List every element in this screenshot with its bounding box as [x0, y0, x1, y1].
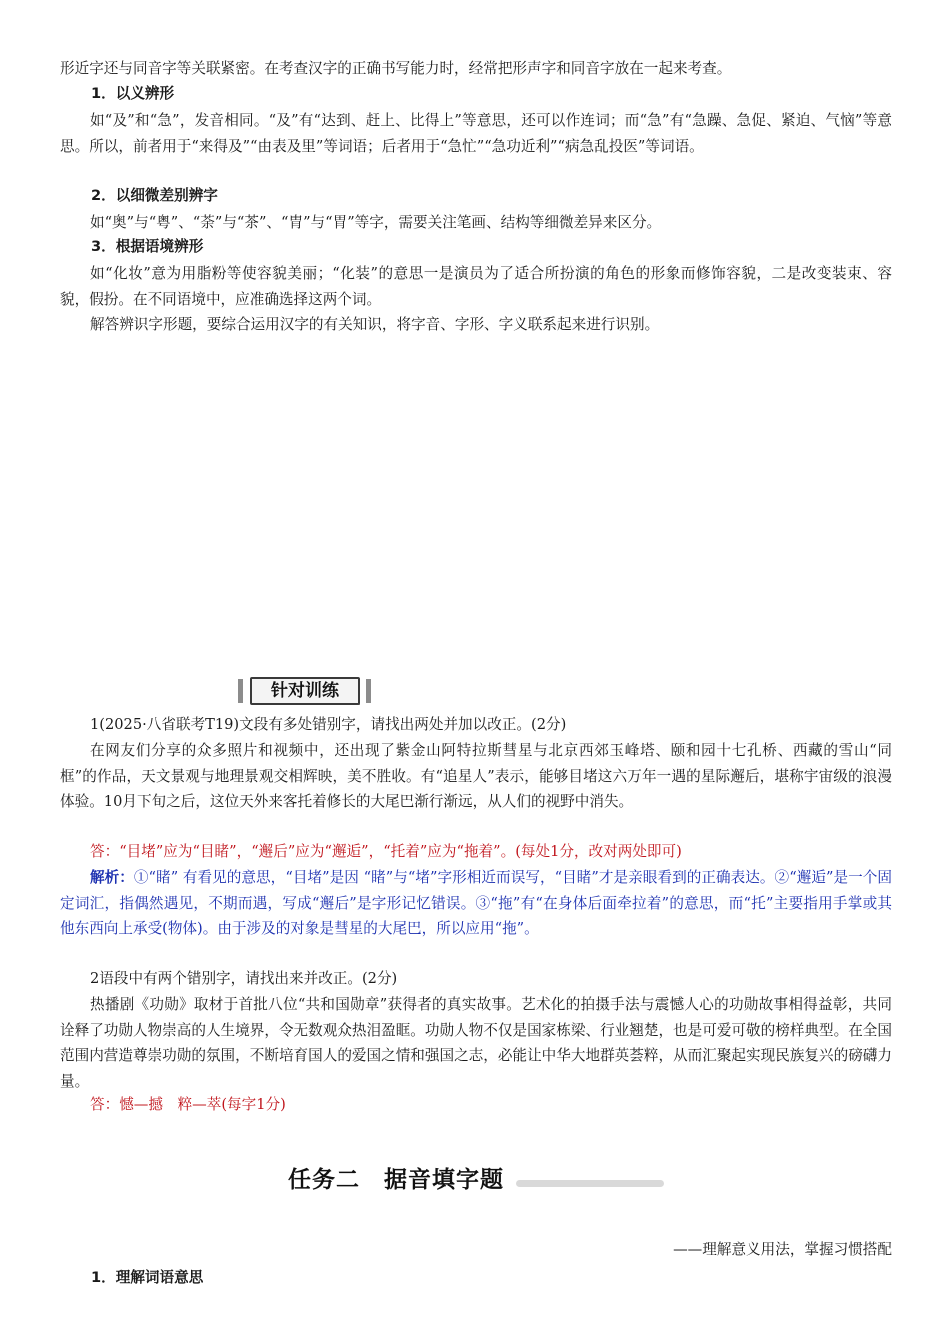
question-2-stem: 2语段中有两个错别字，请找出来并改正。(2分) — [90, 970, 398, 987]
section-meaning-text: 如“及”和“急”，发音相同。“及”有“达到、赶上、比得上”等意思，还可以作连词；而“急”有“急躁、急促、紧迫、气恼”等意思。所以，前者用于“来得及”“由表及里”等词语；后者用于“急忙”“急功近利”“病急乱投医”等词语。 — [60, 112, 892, 155]
practice-badge-label: 针对训练 — [250, 677, 360, 705]
question-1-answer: 答：“目堵”应为“目睹”，“邂后”应为“邂逅”，“托着”应为“拖着”。(每处1分，改对两处即可) — [90, 843, 682, 860]
task-title-underline — [516, 1180, 664, 1187]
heading-subtle-difference: 2．以细微差别辨字 — [91, 187, 218, 204]
question-1-analysis — [60, 865, 892, 942]
heading-understand-words: 1．理解词语意思 — [91, 1269, 204, 1286]
task-2-motto: ——理解意义用法，掌握习惯搭配 — [673, 1241, 892, 1258]
heading-meaning: 1．以义辨形 — [91, 85, 175, 102]
analysis-label: 解析： — [90, 869, 134, 886]
intro-line: 形近字还与同音字等关联紧密。在考查汉字的正确书写能力时，经常把形声字和同音字放在一起来考查。 — [60, 60, 732, 77]
question-1-passage: 在网友们分享的众多照片和视频中，还出现了紫金山阿特拉斯彗星与北京西郊玉峰塔、颐和园十七孔桥、西藏的雪山“同框”的作品，天文景观与地理景观交相辉映，美不胜收。有“追星人”表示，能够目堵这六万年一遇的星际邂后，堪称宇宙级的浪漫体验。10月下旬之后，这位天外来客托着修长的大尾巴渐行渐远，从人们的视野中消失。 — [60, 742, 892, 810]
summary-text: 解答辨识字形题，要综合运用汉字的有关知识，将字音、字形、字义联系起来进行识别。 — [90, 316, 660, 333]
heading-context: 3．根据语境辨形 — [91, 238, 204, 255]
question-1-stem: 1(2025·八省联考T19)文段有多处错别字，请找出两处并加以改正。(2分) — [90, 716, 567, 733]
analysis-text: ①“睹” 有看见的意思，“目堵”是因 “睹”与“堵”字形相近而误写，“目睹”才是亲眼看到的正确表达。②“邂逅”是一个固定词汇，指偶然遇见，不期而遇，写成“邂后”是字形记忆错误。③“拖”有“在身体后面牵拉着”的意思，而“托”主要指用手掌或其他东西向上承受(物体)。由于涉及的对象是彗星的大尾巴，所以应用“拖”。 — [60, 869, 892, 937]
practice-badge — [238, 677, 372, 705]
question-2-answer: 答：憾—撼 粹—萃(每字1分) — [90, 1096, 286, 1113]
section-context-text: 如“化妆”意为用脂粉等使容貌美丽；“化装”的意思一是演员为了适合所扮演的角色的形象而修饰容貌，二是改变装束、容貌，假扮。在不同语境中，应准确选择这两个词。 — [60, 265, 892, 308]
question-2-passage: 热播剧《功勋》取材于首批八位“共和国勋章”获得者的真实故事。艺术化的拍摄手法与震憾人心的功勋故事相得益彰，共同诠释了功勋人物崇高的人生境界，令无数观众热泪盈眶。功勋人物不仅是国家栋梁、行业翘楚，也是可爱可敬的榜样典型。在全国范围内营造尊崇功勋的氛围，不断培育国人的爱国之情和强国之志，必能让中华大地群英荟粹，从而汇聚起实现民族复兴的磅礴力量。 — [60, 996, 892, 1090]
task-2-title: 任务二 据音填字题 — [288, 1167, 504, 1193]
section-subtle-difference-text: 如“奥”与“粤”、“荼”与“茶”、“胄”与“胃”等字，需要关注笔画、结构等细微差异来区分。 — [90, 214, 662, 231]
